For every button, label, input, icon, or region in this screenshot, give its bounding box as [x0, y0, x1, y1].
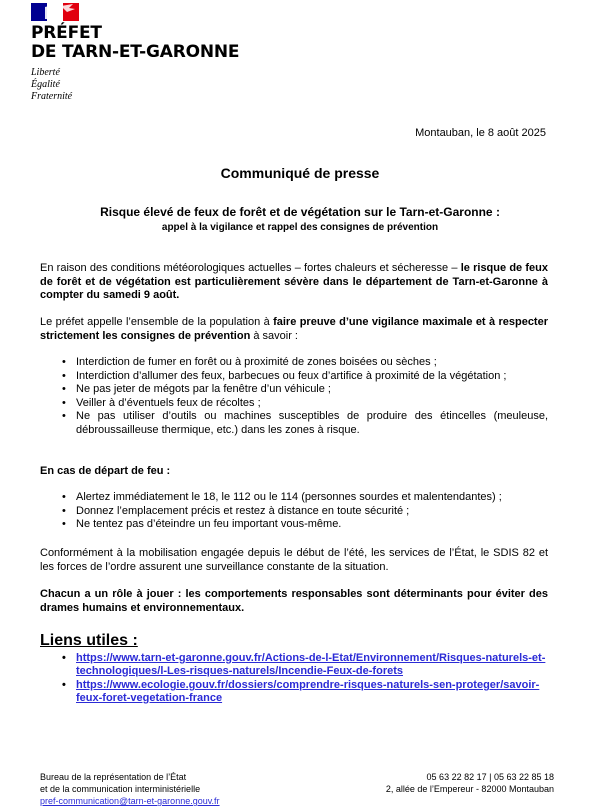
useful-links-list — [76, 652, 546, 706]
list-item: • Alertez immédiatement le 18, le 112 ou le 114 (personnes sourdes et malentendantes) ; — [76, 491, 548, 505]
press-date: Montauban, le 8 août 2025 — [415, 127, 546, 139]
fire-list — [40, 491, 548, 532]
appeal-paragraph — [40, 316, 548, 343]
footer-email-link[interactable]: pref-communication@tarn-et-garonne.gouv.fr — [40, 796, 220, 806]
sub-headline: appel à la vigilance et rappel des consignes de prévention — [161, 222, 439, 233]
list-item: • Interdiction de fumer en forêt ou à proximité de zones boisées ou sèches ; — [76, 356, 548, 370]
headline: Risque élevé de feux de forêt et de végétation sur le Tarn-et-Garonne : — [100, 205, 500, 219]
surveillance-paragraph: Conformément à la mobilisation engagée depuis le début de l’été, les services de l’État, le SDIS 82 et les forces de l’ordre assurent une surveillance constante de la situation. — [40, 547, 548, 573]
appeal-text-a: Le préfet appelle l’ensemble de la population à — [40, 316, 274, 328]
link-tarn-et-garonne-incendie[interactable]: https://www.tarn-et-garonne.gouv.fr/Actions-de-l-Etat/Environnement/Risques-naturels-et-technologiques/l-Les-risques-naturels/Incendie-Feux-de-forets — [76, 652, 546, 677]
useful-links-heading: Liens utiles : — [40, 632, 138, 649]
list-item — [76, 679, 546, 704]
intro-paragraph — [40, 262, 548, 303]
motto-egalite: Égalité — [31, 79, 60, 90]
fire-section — [40, 491, 548, 532]
list-item: • Donnez l’emplacement précis et restez à distance en toute sécurité ; — [76, 505, 548, 519]
prefecture-title — [31, 24, 239, 62]
link-ecologie-feux-foret[interactable]: https://www.ecologie.gouv.fr/dossiers/comprendre-risques-naturels-sen-proteger/savoir-feux-foret-vegetation-france — [76, 679, 540, 704]
intro-text: En raison des conditions météorologiques actuelles – fortes chaleurs et sécheresse – — [40, 262, 461, 274]
motto-fraternite: Fraternité — [31, 91, 73, 102]
motto-liberte: Liberté — [31, 67, 60, 78]
list-item — [76, 652, 546, 677]
prevention-list — [40, 356, 548, 437]
intro-bold-text: le risque de feux de forêt et de végétation est particulièrement sévère dans le département de Tarn-et-Garonne à compter du samedi 9 août. — [40, 262, 548, 301]
prefecture-title-line1: PRÉFET — [31, 23, 102, 43]
responsibility-paragraph: Chacun a un rôle à jouer : les comportements responsables sont déterminants pour éviter des drames humains et environnementaux. — [40, 588, 548, 614]
prevention-section — [40, 356, 548, 437]
list-item: • Ne pas jeter de mégots par la fenêtre d’un véhicule ; — [76, 383, 548, 397]
prefecture-title-line2: DE TARN-ET-GARONNE — [31, 42, 240, 62]
footer-phone: 05 63 22 82 17 | 05 63 22 85 18 — [426, 772, 554, 782]
footer-office-line1: Bureau de la représentation de l’État — [40, 772, 187, 782]
press-release-title: Communiqué de presse — [220, 165, 380, 181]
list-item: • Interdiction d’allumer des feux, barbecues ou feux d’artifice à proximité de la végétation ; — [76, 370, 548, 384]
appeal-text-c: à savoir : — [250, 329, 298, 342]
fire-heading: En cas de départ de feu : — [40, 465, 171, 477]
marianne-flag-logo — [31, 3, 79, 21]
footer-address: 2, allée de l’Empereur - 82000 Montauban — [385, 784, 554, 794]
footer-office-line2: et de la communication interministérielle — [40, 784, 201, 794]
republic-motto — [31, 67, 72, 103]
footer-contact — [386, 771, 554, 795]
list-item: • Ne pas utiliser d’outils ou machines susceptibles de produire des étincelles (meuleuse, débroussailleuse thermique, etc.) dans les zones à risque. — [76, 410, 548, 437]
list-item: • Ne tentez pas d’éteindre un feu important vous-même. — [76, 518, 548, 532]
list-item: • Veiller à d’éventuels feux de récoltes ; — [76, 397, 548, 411]
appeal-bold-text: faire preuve d’une vigilance maximale et à respecter strictement les consignes de prévention — [40, 316, 548, 342]
